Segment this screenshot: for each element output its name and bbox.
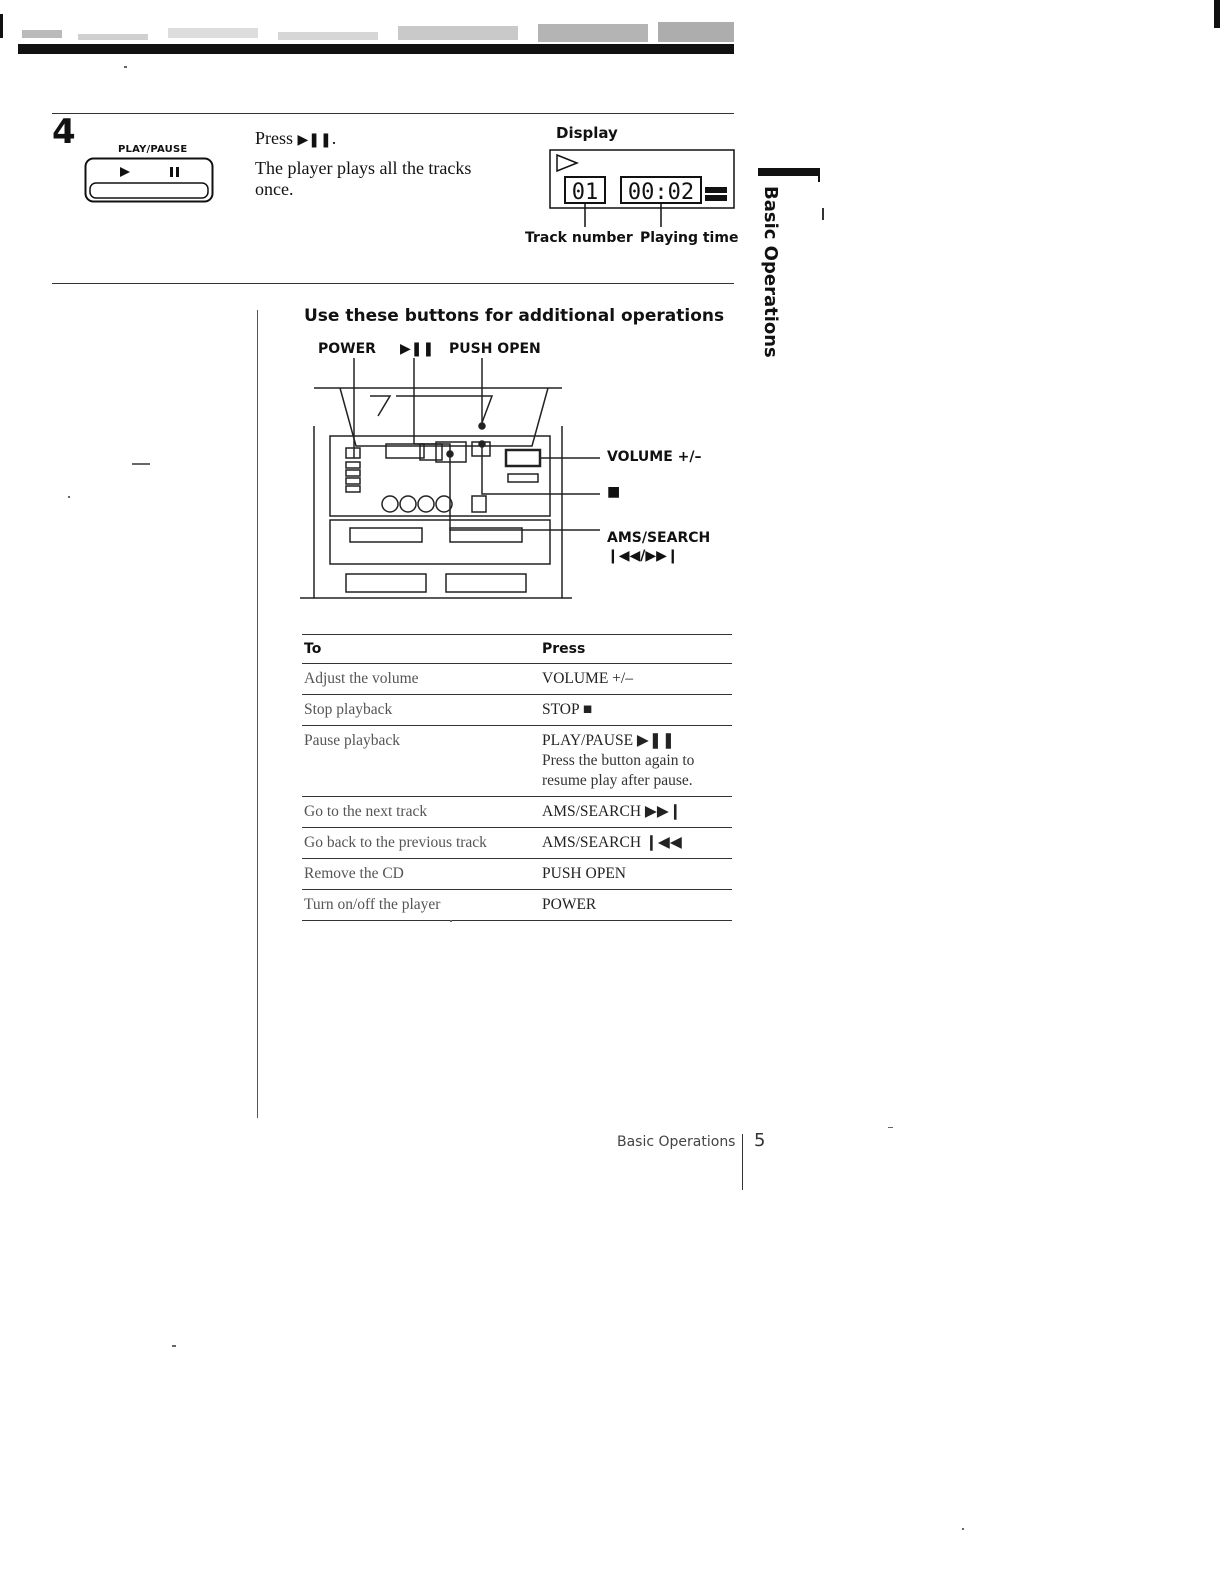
display-title: Display bbox=[556, 124, 618, 142]
cell-to: Go back to the previous track bbox=[302, 828, 540, 859]
caption-volume: VOLUME +/– bbox=[607, 449, 702, 465]
margin-mark bbox=[822, 208, 824, 220]
scan-speck bbox=[962, 1528, 964, 1530]
operations-heading: Use these buttons for additional operations bbox=[304, 306, 725, 326]
playpause-button-illustration bbox=[84, 157, 214, 203]
step-instruction: Press ▶❚❚. bbox=[255, 128, 337, 148]
playpause-symbol: ▶❚❚ bbox=[297, 132, 332, 148]
cell-press: PUSH OPEN bbox=[540, 859, 732, 890]
cell-to: Remove the CD bbox=[302, 859, 540, 890]
operations-table bbox=[302, 634, 732, 921]
footer-section-title: Basic Operations bbox=[617, 1134, 736, 1150]
caption-ams-search: AMS/SEARCH bbox=[607, 530, 711, 546]
header-press: Press bbox=[542, 641, 586, 657]
lcd-display-illustration bbox=[549, 149, 735, 229]
cell-to: Go to the next track bbox=[302, 797, 540, 828]
cell-press: AMS/SEARCH ❙◀◀ bbox=[540, 828, 732, 859]
caption-stop: ■ bbox=[607, 484, 621, 500]
cell-press bbox=[540, 726, 732, 797]
player-diagram bbox=[300, 336, 730, 608]
step-description: The player plays all the tracks once. bbox=[255, 158, 472, 199]
cell-to: Turn on/off the player bbox=[302, 890, 540, 921]
playing-time-label: Playing time bbox=[640, 230, 739, 246]
margin-mark bbox=[0, 14, 3, 38]
pause-icon bbox=[170, 167, 173, 177]
header-texture bbox=[18, 18, 734, 46]
table-row bbox=[302, 859, 732, 890]
page-number: 5 bbox=[754, 1130, 766, 1151]
caption-power: POWER bbox=[318, 341, 376, 357]
cell-to: Adjust the volume bbox=[302, 664, 540, 695]
cell-press: VOLUME +/– bbox=[540, 664, 732, 695]
scan-speck bbox=[172, 1345, 176, 1347]
side-section-title: Basic Operations bbox=[760, 186, 781, 358]
lcd-track: 01 bbox=[571, 180, 599, 205]
table-row bbox=[302, 695, 732, 726]
side-tab-marker bbox=[756, 164, 824, 182]
column-rule bbox=[257, 310, 258, 1118]
cell-press-label: PLAY/PAUSE ▶❚❚ bbox=[542, 732, 675, 749]
table-header-row bbox=[302, 635, 732, 664]
lcd-time: 00:02 bbox=[627, 180, 695, 205]
scan-speck bbox=[68, 496, 70, 498]
cell-press: POWER bbox=[540, 890, 732, 921]
table-row bbox=[302, 664, 732, 695]
scan-speck bbox=[132, 463, 150, 465]
volume-button-illustration bbox=[506, 450, 540, 466]
scan-speck bbox=[888, 1127, 893, 1128]
cell-to: Stop playback bbox=[302, 695, 540, 726]
cell-press-note: Press the button again to resume play after pause. bbox=[542, 752, 695, 789]
track-number-label: Track number bbox=[525, 230, 633, 246]
cell-to: Pause playback bbox=[302, 726, 540, 797]
caption-playpause: ▶❚❚ bbox=[400, 341, 435, 357]
cell-press: AMS/SEARCH ▶▶❙ bbox=[540, 797, 732, 828]
table-row bbox=[302, 828, 732, 859]
scan-speck bbox=[450, 920, 452, 922]
table-row bbox=[302, 890, 732, 921]
footer-divider bbox=[742, 1134, 743, 1190]
table-row bbox=[302, 797, 732, 828]
margin-mark bbox=[1214, 0, 1220, 28]
table-row bbox=[302, 726, 732, 797]
caption-ams-symbols: ❙◀◀/▶▶❙ bbox=[607, 548, 679, 564]
header-to: To bbox=[304, 641, 322, 657]
section-rule bbox=[52, 283, 734, 284]
caption-push-open: PUSH OPEN bbox=[449, 341, 541, 357]
scan-speck bbox=[124, 66, 127, 68]
step-number: 4 bbox=[52, 112, 76, 152]
section-rule bbox=[52, 113, 734, 114]
cell-press: STOP ■ bbox=[540, 695, 732, 726]
header-bar bbox=[18, 44, 734, 54]
playpause-button-label: PLAY/PAUSE bbox=[118, 144, 188, 155]
